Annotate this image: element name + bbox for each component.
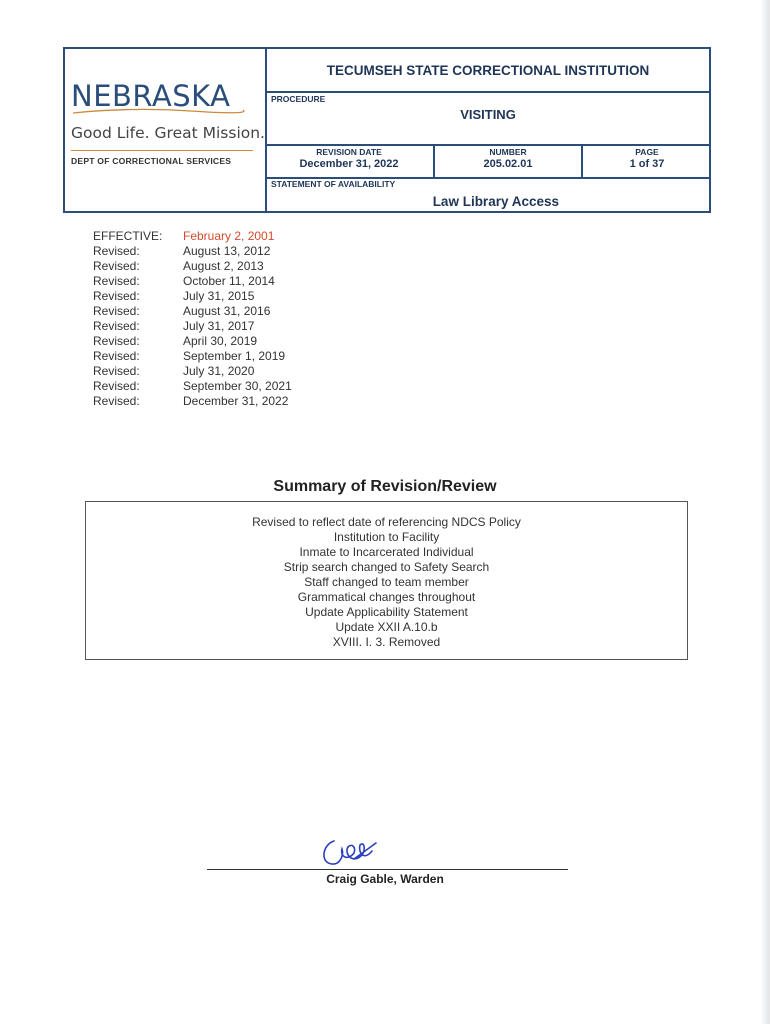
revision-entry-date: April 30, 2019 <box>183 334 258 348</box>
revision-entry <box>93 304 292 319</box>
revision-date-label: REVISION DATE <box>316 147 382 157</box>
revision-entry <box>93 364 292 379</box>
logo-divider <box>71 150 253 151</box>
availability-label: STATEMENT OF AVAILABILITY <box>271 179 396 189</box>
revision-entry <box>93 319 292 334</box>
revision-entry-label: Revised: <box>93 259 140 273</box>
availability-value: Law Library Access <box>432 194 559 209</box>
revision-row <box>265 144 711 179</box>
revision-history <box>93 229 292 409</box>
revision-entry <box>93 334 292 349</box>
summary-line: XVIII. I. 3. Removed <box>332 635 441 649</box>
revision-entry-date: December 31, 2022 <box>183 394 289 408</box>
summary-line: Strip search changed to Safety Search <box>283 560 490 574</box>
number-label: NUMBER <box>489 147 527 157</box>
revision-entry-date: August 13, 2012 <box>183 244 271 258</box>
page-edge-shadow <box>760 0 770 1024</box>
revision-entry <box>93 259 292 274</box>
institution-title: TECUMSEH STATE CORRECTIONAL INSTITUTION <box>265 49 711 93</box>
number-value: 205.02.01 <box>483 158 533 170</box>
revision-entry <box>93 244 292 259</box>
logo-state-name: NEBRASKA <box>71 79 231 113</box>
revision-entry-date: September 30, 2021 <box>183 379 292 393</box>
signature-mark-icon <box>318 835 380 871</box>
page-cell <box>583 144 711 177</box>
summary-line: Institution to Facility <box>333 530 440 544</box>
effective-date: February 2, 2001 <box>183 229 275 243</box>
revision-entry <box>93 289 292 304</box>
revision-entry-date: October 11, 2014 <box>183 274 275 288</box>
revision-entry-date: July 31, 2015 <box>183 289 255 303</box>
revision-entry <box>93 349 292 364</box>
revision-entry-label: Revised: <box>93 349 140 363</box>
revision-entry-label: Revised: <box>93 274 140 288</box>
summary-box <box>85 501 688 660</box>
revision-entry-label: EFFECTIVE: <box>93 229 163 243</box>
summary-line: Grammatical changes throughout <box>297 590 476 604</box>
revision-entry-label: Revised: <box>93 394 140 408</box>
revision-entry-date: July 31, 2020 <box>183 364 255 378</box>
revision-entry-date: August 31, 2016 <box>183 304 271 318</box>
page-value: 1 of 37 <box>629 158 665 170</box>
revision-entry <box>93 274 292 289</box>
revision-entry-label: Revised: <box>93 334 140 348</box>
revision-entry-label: Revised: <box>93 379 140 393</box>
summary-line: Update Applicability Statement <box>305 605 468 619</box>
header-info <box>265 49 711 211</box>
revision-entry <box>93 394 292 409</box>
logo-swoosh-icon <box>71 107 246 115</box>
revision-date-cell <box>265 144 435 177</box>
revision-entry-label: Revised: <box>93 319 140 333</box>
procedure-label: PROCEDURE <box>271 94 326 104</box>
revision-entry-label: Revised: <box>93 304 140 318</box>
number-cell <box>435 144 583 177</box>
signature-line <box>207 869 568 870</box>
logo-tagline: Good Life. Great Mission. <box>71 124 265 142</box>
revision-entry <box>93 229 292 244</box>
revision-entry-date: July 31, 2017 <box>183 319 255 333</box>
summary-line: Inmate to Incarcerated Individual <box>299 545 474 559</box>
logo-department: DEPT OF CORRECTIONAL SERVICES <box>71 156 232 166</box>
revision-entry-label: Revised: <box>93 364 140 378</box>
signatory-name: Craig Gable, Warden <box>326 872 444 886</box>
summary-line: Update XXII A.10.b <box>335 620 438 634</box>
revision-entry-date: August 2, 2013 <box>183 259 264 273</box>
procedure-header <box>63 47 711 213</box>
availability-row <box>265 177 711 211</box>
revision-entry <box>93 379 292 394</box>
page-label: PAGE <box>635 147 659 157</box>
revision-entry-label: Revised: <box>93 289 140 303</box>
procedure-name: VISITING <box>460 107 516 122</box>
revision-date-value: December 31, 2022 <box>299 158 399 170</box>
procedure-row <box>265 91 711 146</box>
summary-line: Staff changed to team member <box>304 575 469 589</box>
revision-entry-date: September 1, 2019 <box>183 349 286 363</box>
ndcs-logo-block <box>65 49 267 211</box>
revision-entry-label: Revised: <box>93 244 140 258</box>
summary-line: Revised to reflect date of referencing NDCS Policy <box>252 515 521 529</box>
summary-title: Summary of Revision/Review <box>273 478 497 495</box>
